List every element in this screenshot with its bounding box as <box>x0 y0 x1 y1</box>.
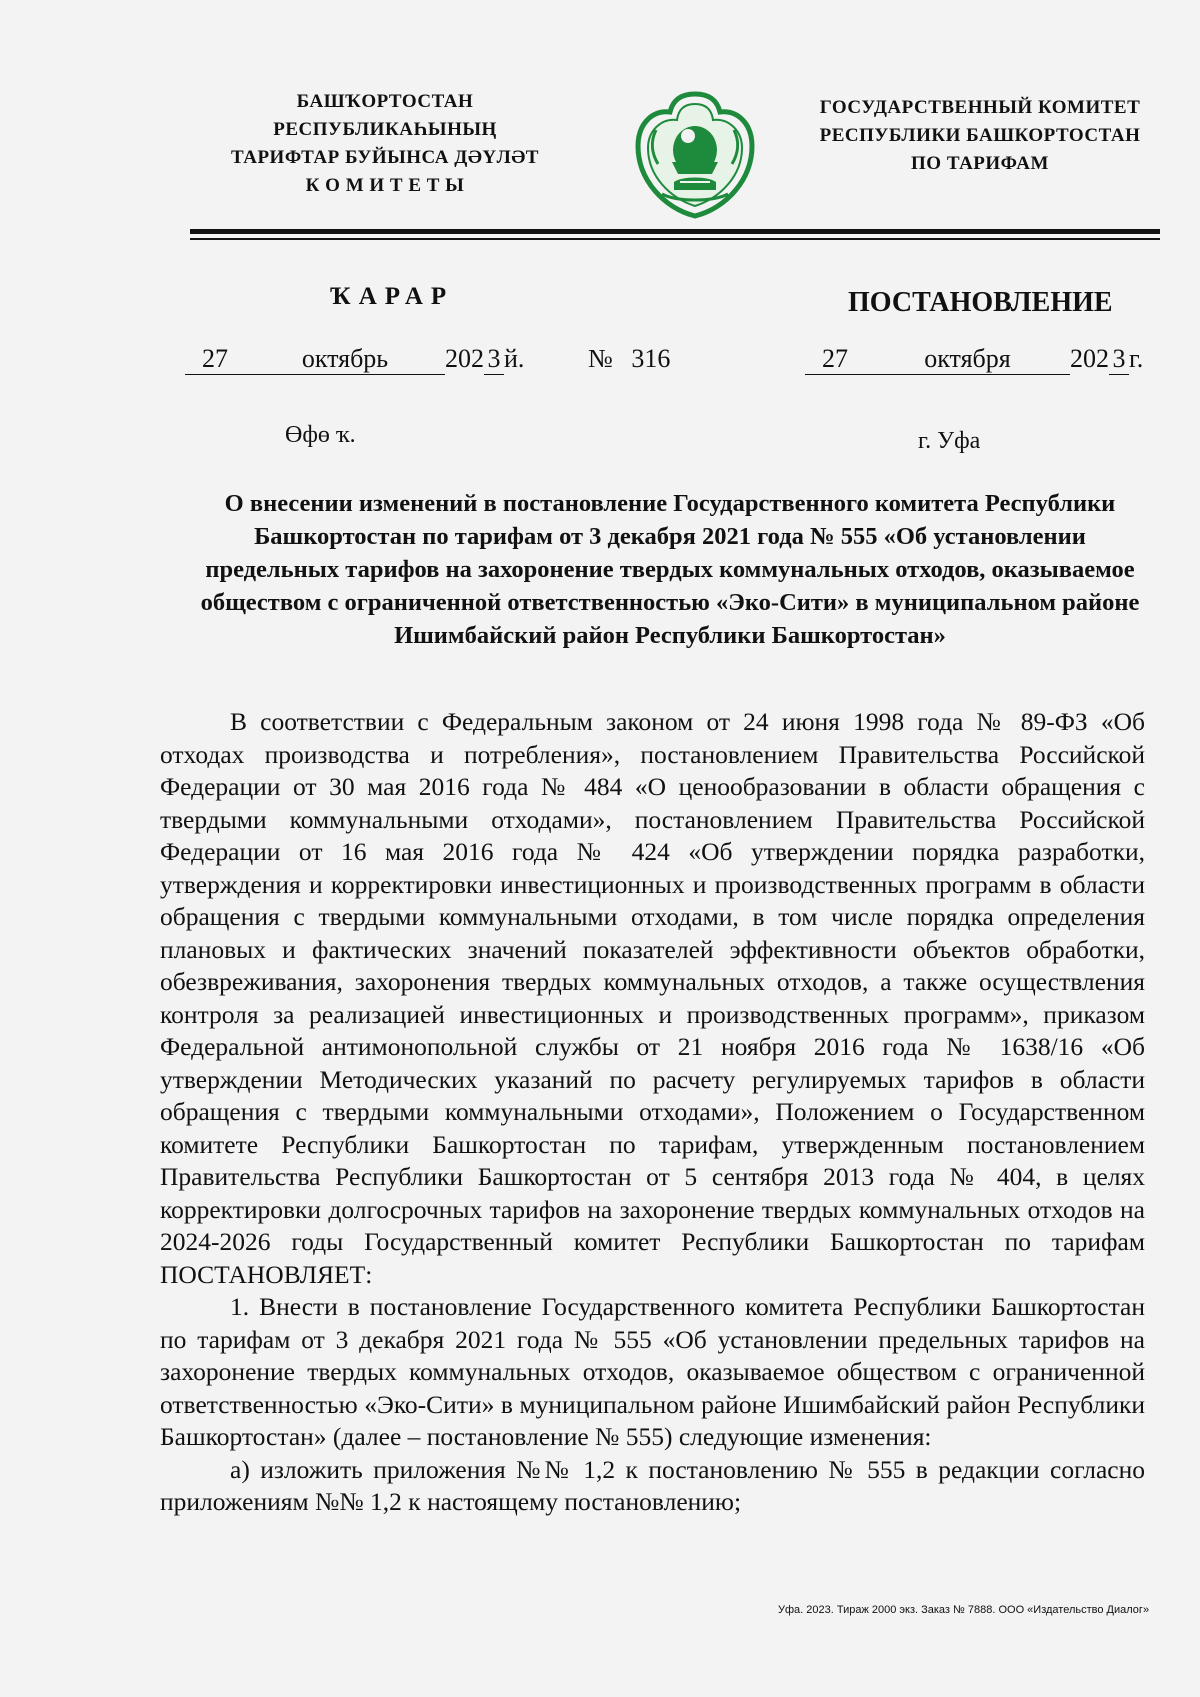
doc-number <box>588 344 670 374</box>
document-body <box>160 706 1145 1519</box>
date-right-year-suffix: г. <box>1129 344 1144 373</box>
document-title: О внесении изменений в постановление Государственного комитета Республики Башкортостан по тарифам от 3 декабря 2021 года № 555 «Об установлении предельных тарифов на захоронение твердых коммунальных отходов, оказываемое обществом с ограниченной ответственностью «Эко-Сити» в муниципальном районе Ишимбайский район Республики Башкортостан» <box>200 490 1140 649</box>
date-left-day: 27 <box>185 344 245 375</box>
print-imprint: Уфа. 2023. Тираж 2000 экз. Заказ № 7888. ООО «Издательство Диалог» <box>778 1604 1150 1616</box>
header-left-line: ТАРИФТАР БУЙЫНСА ДӘҮЛӘТ <box>231 147 539 168</box>
city-right: г. Уфа <box>918 428 981 454</box>
doc-number-value: 316 <box>631 344 671 373</box>
doc-type-left: ҠАРАР <box>330 283 455 310</box>
body-paragraph: 1. Внести в постановление Государственного комитета Республики Башкортостан по тарифам от 3 декабря 2021 года № 555 «Об установлении предельных тарифов на захоронение твердых коммунальных отходов, оказываемое обществом с ограниченной ответственностью «Эко-Сити» в муниципальном районе Ишимбайский район Республики Башкортостан» (далее – постановление № 555) следующие изменения: <box>160 1292 1145 1451</box>
date-right-year-digit: 3 <box>1109 344 1129 375</box>
header-divider-thick <box>190 229 1160 234</box>
date-right-year-prefix: 202 <box>1070 344 1109 373</box>
date-left <box>185 344 524 375</box>
header-right-line: ГОСУДАРСТВЕННЫЙ КОМИТЕТ <box>819 97 1141 118</box>
header-right-line: РЕСПУБЛИКИ БАШКОРТОСТАН <box>819 125 1141 146</box>
doc-type-right: ПОСТАНОВЛЕНИЕ <box>848 287 1113 318</box>
coat-of-arms-icon <box>632 90 758 220</box>
header-left-line: БАШҠОРТОСТАН РЕСПУБЛИКАҺЫНЫҢ <box>273 91 497 140</box>
body-paragraph: В соответствии с Федеральным законом от 24 июня 1998 года № 89-ФЗ «Об отходах производства и потребления», постановлением Правительства Российской Федерации от 30 мая 2016 года № 484 «О ценообразовании в области обращения с твердыми коммунальными отходами», постановлением Правительства Российской Федерации от 16 мая 2016 года № 424 «Об утверждении порядка разработки, утверждения и корректировки инвестиционных и производственных программ в области обращения с твердыми коммунальными отходами, в том числе порядка определения плановых и фактических значений показателей эффективности объектов обработки, обезвреживания, захоронения твердых коммунальных отходов, а также осуществления контроля за реализацией инвестиционных и производственных программ», приказом Федеральной антимонопольной службы от 21 ноября 2016 года № 1638/16 «Об утверждении Методических указаний по расчету регулируемых тарифов в области обращения с твердыми коммунальными отходами», Положением о Государственном комитете Республики Башкортостан по тарифам, утвержденным постановлением Правительства Республики Башкортостан от 5 сентября 2013 года № 404, в целях корректировки долгосрочных тарифов на захоронение твердых коммунальных отходов на 2024-2026 годы Государственный комитет Республики Башкортостан по тарифам ПОСТАНОВЛЯЕТ: <box>160 707 1145 1289</box>
body-paragraph: а) изложить приложения №№ 1,2 к постановлению № 555 в редакции согласно приложениям №№ 1,2 к настоящему постановлению; <box>160 1454 1145 1516</box>
doc-number-label: № <box>588 344 613 373</box>
date-left-year-digit: 3 <box>484 344 504 375</box>
city-left: Өфө ҡ. <box>285 422 356 448</box>
date-right-day: 27 <box>805 344 865 375</box>
header-left-line: К О М И Т Е Т Ы <box>305 175 465 196</box>
date-left-year-suffix: й. <box>504 344 525 373</box>
date-left-year-prefix: 202 <box>445 344 484 373</box>
date-right-month: октября <box>865 344 1070 375</box>
header-right-org <box>790 94 1170 178</box>
header-divider-thin <box>190 238 1160 240</box>
date-left-month: октябрь <box>245 344 445 375</box>
header-left-org <box>185 88 585 200</box>
date-right <box>805 344 1143 375</box>
header-right-line: ПО ТАРИФАМ <box>911 153 1049 174</box>
